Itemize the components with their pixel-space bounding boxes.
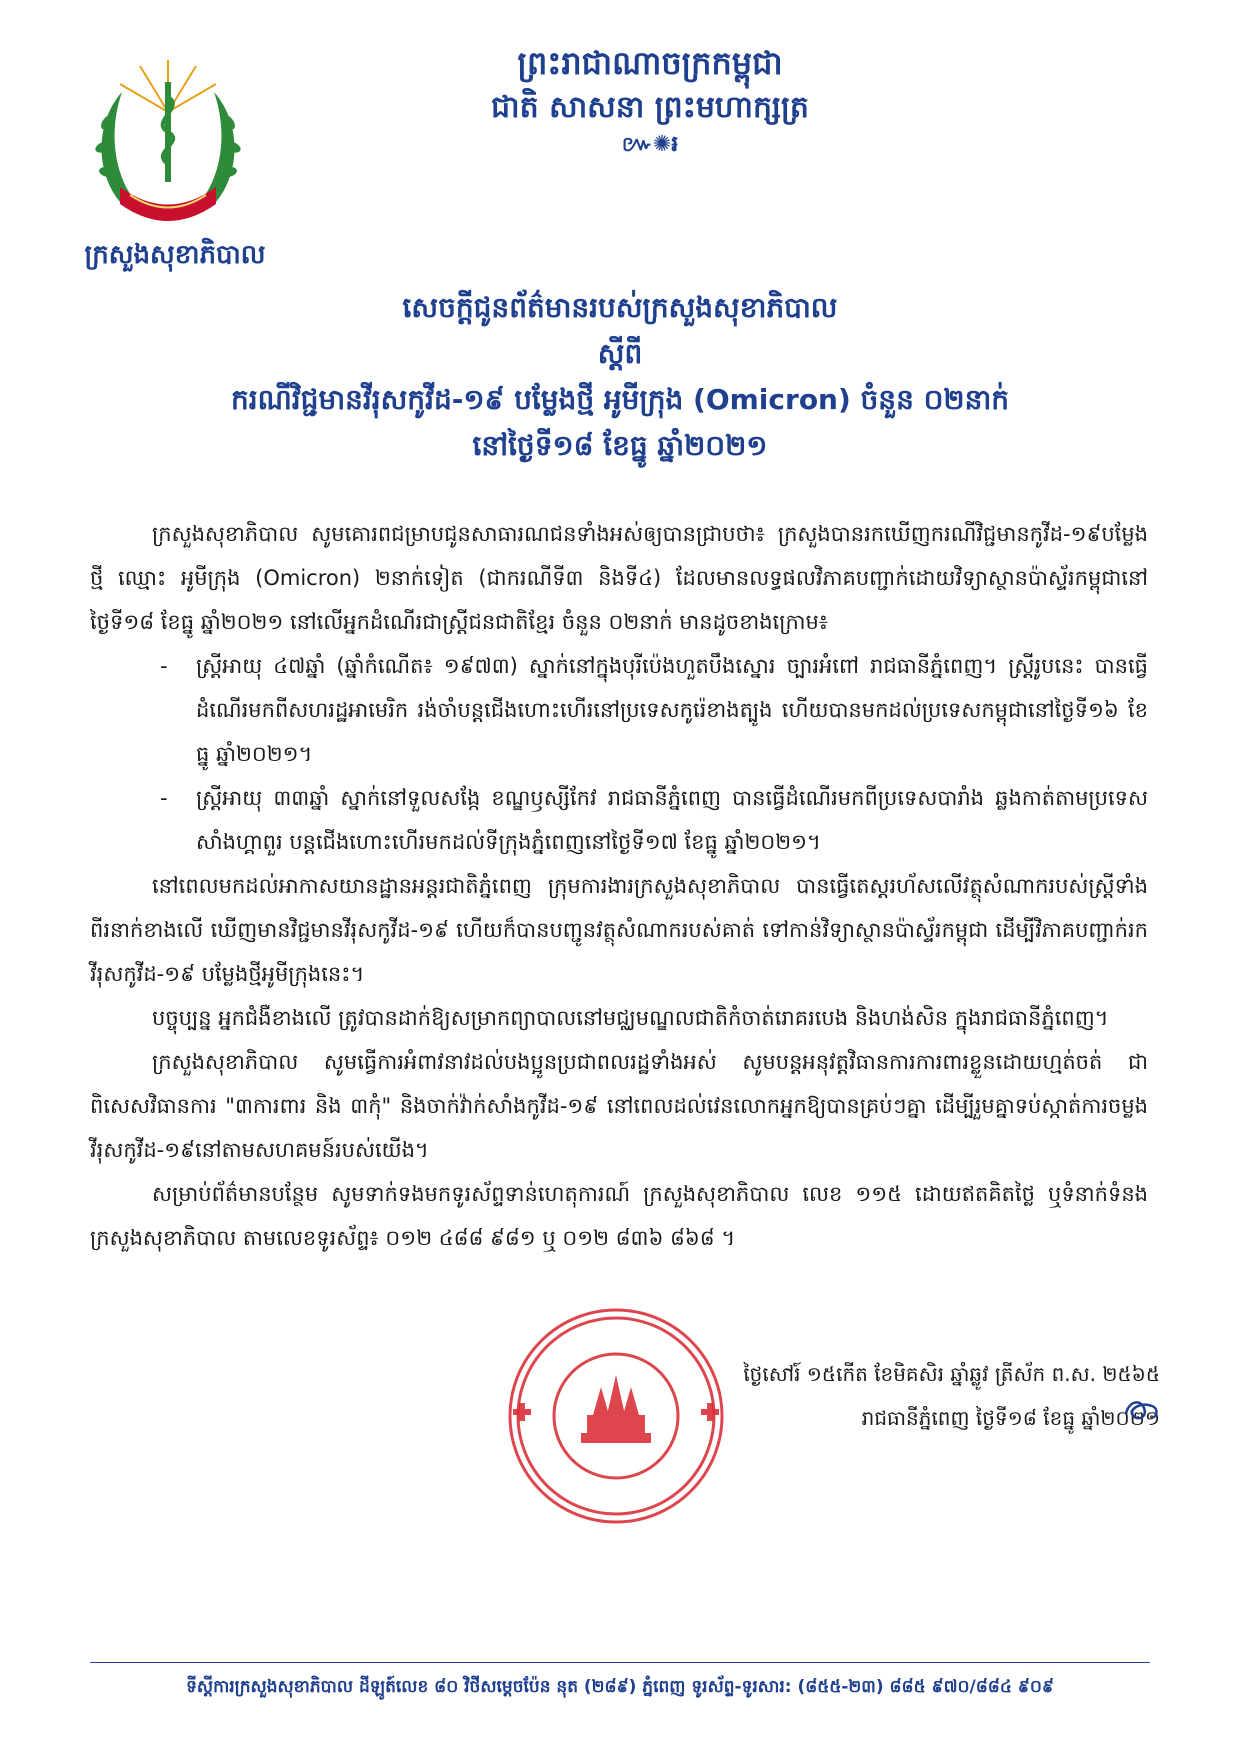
national-motto: ជាតិ សាសនា ព្រះមហាក្សត្រ bbox=[491, 90, 809, 125]
announcement-title bbox=[130, 285, 1110, 469]
lunar-date: ថ្ងៃសៅរ៍ ១៥កើត ខែមិគសិរ ឆ្នាំឆ្លូវ ត្រីស័ក ព.ស. ២៥៦៥ bbox=[743, 1362, 1160, 1386]
ministry-name: ក្រសួងសុខាភិបាល bbox=[84, 240, 266, 270]
title-line-2: ស្ដីពី bbox=[597, 337, 643, 370]
body-paragraph-3: បច្ចុប្បន្ន អ្នកជំងឺខាងលើ ត្រូវបានដាក់ឱ្យសម្រាកព្យាបាលនៅមជ្ឈមណ្ឌលជាតិកំចាត់រោគរបេង និងហង់សិន ក្នុងរាជធានីភ្នំពេញ។ bbox=[152, 1006, 1109, 1030]
title-line-3: ករណីវិជ្ជមានវីរុសកូវីដ-១៩ បម្លែងថ្មី អូមីក្រុង (Omicron) ចំនួន ០២នាក់ bbox=[230, 383, 1010, 416]
body-paragraph-2: នៅពេលមកដល់អាកាសយានដ្ឋានអន្តរជាតិភ្នំពេញ ក្រុមការងារក្រសួងសុខាភិបាល បានធ្វើតេស្តរហ័សលើវត្ថុសំណាករបស់ស្ត្រីទាំងពីរនាក់ខាងលើ ឃើញមានវិជ្ជមានវីរុសកូវីដ-១៩ ហើយក៏បានបញ្ជូនវត្ថុសំណាករបស់គាត់ ទៅកាន់វិទ្យាស្ថានប៉ាស្ទ័រកម្ពុជា ដើម្បីវិភាគបញ្ជាក់រកវីរុសកូវីដ-១៩ បម្លែងថ្មីអូមីក្រុងនេះ។ bbox=[90, 874, 1148, 986]
footer-divider bbox=[90, 1662, 1150, 1663]
signature-mark bbox=[1122, 1394, 1162, 1424]
kingdom-title: ព្រះរាជាណាចក្រកម្ពុជា bbox=[517, 44, 783, 82]
announcement-body bbox=[90, 512, 1148, 1260]
case-2-text: ស្ត្រីអាយុ ៣៣ឆ្នាំ ស្នាក់នៅទួលសង្កែ ខណ្ឌឫស្សីកែវ រាជធានីភ្នំពេញ បានធ្វើដំណើរមកពីប្រទេសបារាំង ឆ្លងកាត់តាមប្រទេសសាំងហ្គាពួរ បន្តជើងហោះហើរមកដល់ទីក្រុងភ្នំពេញនៅថ្ងៃទី១៧ ខែធ្នូ ឆ្នាំ២០២១។ bbox=[196, 786, 1148, 854]
bullet-dash: - bbox=[160, 654, 168, 678]
title-line-1: សេចក្ដីជូនព័ត៌មានរបស់ក្រសួងសុខាភិបាល bbox=[402, 291, 838, 324]
body-paragraph-5: សម្រាប់ព័ត៌មានបន្ថែម សូមទាក់ទងមកទូរស័ព្ទទាន់ហេតុការណ៍ ក្រសួងសុខាភិបាល លេខ ១១៥ ដោយឥតគិតថ្លៃ ឬទំនាក់ទំនងក្រសួងសុខាភិបាល តាមលេខទូរស័ព្ទ៖ ០១២ ៤៨៨ ៩៨១ ឬ ០១២ ៨៣៦ ៨៦៨ ។ bbox=[90, 1182, 1148, 1250]
decorative-ornament: ៚✺៛ bbox=[621, 132, 679, 157]
gregorian-date: រាជធានីភ្នំពេញ ថ្ងៃទី១៨ ខែធ្នូ ឆ្នាំ២០២១ bbox=[861, 1406, 1160, 1430]
body-paragraph-4: ក្រសួងសុខាភិបាល សូមធ្វើការអំពាវនាវដល់បងប្អូនប្រជាពលរដ្ឋទាំងអស់ សូមបន្តអនុវត្តវិធានការការពារខ្លួនដោយហ្មត់ចត់ ជាពិសេសវិធានការ "៣ការពារ និង ៣កុំ" និងចាក់វ៉ាក់សាំងកូវីដ-១៩ នៅពេលដល់វេនលោកអ្នកឱ្យបានគ្រប់ៗគ្នា ដើម្បីរួមគ្នាទប់ស្កាត់ការចម្លងវីរុសកូវីដ-១៩នៅតាមសហគមន៍របស់យើង។ bbox=[90, 1050, 1148, 1162]
title-line-4: នៅថ្ងៃទី១៨ ខែធ្នូ ឆ្នាំ២០២១ bbox=[472, 429, 768, 462]
footer-address: ទីស្ដីការក្រសួងសុខាភិបាល ដីឡូត៍លេខ ៨០ វិថីសម្ដេចប៉ែន នុត (២៨៩) ភ្នំពេញ ទូរស័ព្ទ-ទូរសារ: (៨៥៥-២៣) ៨៨៥ ៩៧០/៨៨៤ ៩០៩ bbox=[186, 1677, 1054, 1697]
case-bullet-1 bbox=[90, 644, 1148, 776]
kingdom-motto bbox=[420, 40, 880, 160]
date-line bbox=[660, 1352, 1160, 1440]
bullet-dash: - bbox=[160, 786, 168, 810]
ministry-of-health-logo bbox=[90, 52, 246, 232]
case-bullet-2 bbox=[90, 776, 1148, 864]
body-paragraph-1: ក្រសួងសុខាភិបាល សូមគោរពជម្រាបជូនសាធារណជនទាំងអស់ឲ្យបានជ្រាបថា៖ ក្រសួងបានរកឃើញករណីវិជ្ជមានកូវីដ-១៩បម្លែងថ្មី ឈ្មោះ អូមីក្រុង (Omicron) ២នាក់ទៀត (ជាករណីទី៣ និងទី៤) ដែលមានលទ្ធផលវិភាគបញ្ជាក់ដោយវិទ្យាស្ថានប៉ាស្ទ័រកម្ពុជានៅថ្ងៃទី១៨ ខែធ្នូ ឆ្នាំ២០២១ នៅលើអ្នកដំណើរជាស្ត្រីជនជាតិខ្មែរ ចំនួន ០២នាក់ មានដូចខាងក្រោម៖ bbox=[90, 522, 1148, 634]
case-1-text: ស្ត្រីអាយុ ៤៧ឆ្នាំ (ឆ្នាំកំណើត៖ ១៩៧៣) ស្នាក់នៅក្នុងបុរីប៉េងហួតបឹងស្នោរ ច្បារអំពៅ រាជធានីភ្នំពេញ។ ស្ត្រីរូបនេះ បានធ្វើដំណើរមកពីសហរដ្ឋអាមេរិក រង់ចាំបន្តជើងហោះហើរនៅប្រទេសកូរ៉េខាងត្បូង ហើយបានមកដល់ប្រទេសកម្ពុជានៅថ្ងៃទី១៦ ខែធ្នូ ឆ្នាំ២០២១។ bbox=[196, 654, 1148, 766]
